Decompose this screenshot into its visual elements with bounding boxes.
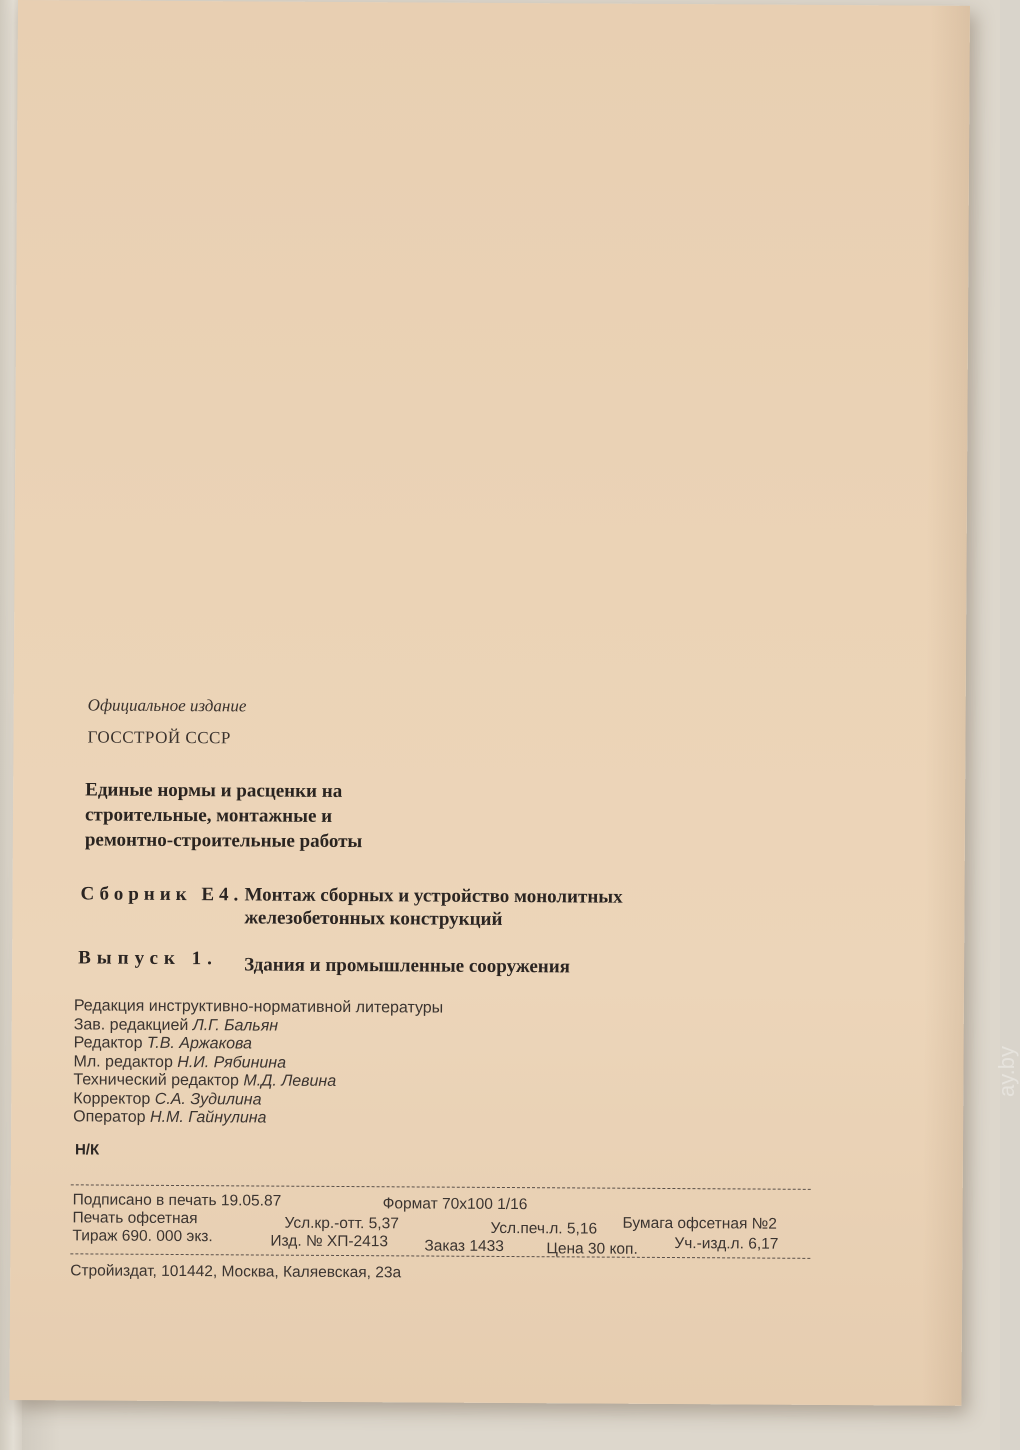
credit-role: Технический редактор — [73, 1071, 240, 1090]
credit-line-operator — [73, 1108, 811, 1131]
issue-text: Здания и промышленные сооружения — [244, 954, 571, 978]
watermark: ay.by — [994, 1046, 1019, 1097]
imprint-format: Формат 70х100 1/16 — [382, 1194, 528, 1213]
issue-label: Выпуск 1. — [78, 947, 218, 970]
imprint-pub-no: Изд. № ХП-2413 — [270, 1232, 389, 1250]
colophon — [50, 695, 814, 1290]
collection-row — [80, 882, 812, 932]
title-line: Единые нормы и расценки на — [85, 779, 343, 802]
imprint-price: Цена 30 коп. — [546, 1239, 638, 1258]
collection-text-line: железобетонных конструкций — [244, 907, 503, 930]
issue-row — [78, 946, 812, 979]
credit-name: М.Д. Левина — [243, 1072, 337, 1090]
credits-block — [73, 997, 812, 1131]
collection-label: Сборник Е4. — [80, 883, 244, 906]
imprint-cond-print-prints: Усл.кр.-отт. 5,37 — [284, 1214, 399, 1232]
credit-role: Мл. редактор — [73, 1052, 173, 1071]
credit-name: С.А. Зудилина — [154, 1090, 262, 1109]
title-line: строительные, монтажные и — [84, 804, 333, 827]
official-edition-label: Официальное издание — [87, 695, 247, 716]
collection-text-line: Монтаж сборных и устройство монолитных — [244, 884, 623, 908]
credit-name: Н.И. Рябинина — [177, 1053, 287, 1072]
title-line: ремонтно-строительные работы — [84, 829, 363, 853]
credit-name: Т.В. Аржакова — [146, 1034, 253, 1053]
imprint-paper: Бумага офсетная №2 — [622, 1214, 777, 1233]
imprint-order: Заказ 1433 — [424, 1237, 504, 1255]
nk-mark: Н/К — [74, 1140, 100, 1159]
imprint-printing: Печать офсетная — [72, 1208, 198, 1227]
imprint-signed: Подписано в печать 19.05.87 — [72, 1190, 282, 1210]
organization-name: ГОССТРОЙ СССР — [87, 727, 231, 748]
credit-role: Корректор — [73, 1089, 151, 1108]
book-title — [85, 777, 813, 856]
imprint-edu-pub-sheets: Уч.-изд.л. 6,17 — [674, 1234, 779, 1253]
editorial-office: Редакция инструктивно-нормативной литературы — [73, 997, 444, 1017]
credit-role: Оператор — [73, 1108, 146, 1126]
credit-role: Редактор — [73, 1034, 143, 1052]
imprint-run: Тираж 690. 000 экз. — [72, 1226, 213, 1245]
imprint-cond-print-sheets: Усл.печ.л. 5,16 — [490, 1219, 598, 1238]
credit-name: Л.Г. Бальян — [192, 1016, 279, 1035]
credit-role: Зав. редакцией — [73, 1015, 189, 1034]
book-page — [9, 0, 970, 1406]
collection-text — [244, 883, 622, 931]
imprint-block — [70, 1185, 830, 1258]
credit-name: Н.М. Гайнулина — [149, 1108, 267, 1127]
publisher-address: Стройиздат, 101442, Москва, Каляевская, 23а — [70, 1261, 402, 1281]
